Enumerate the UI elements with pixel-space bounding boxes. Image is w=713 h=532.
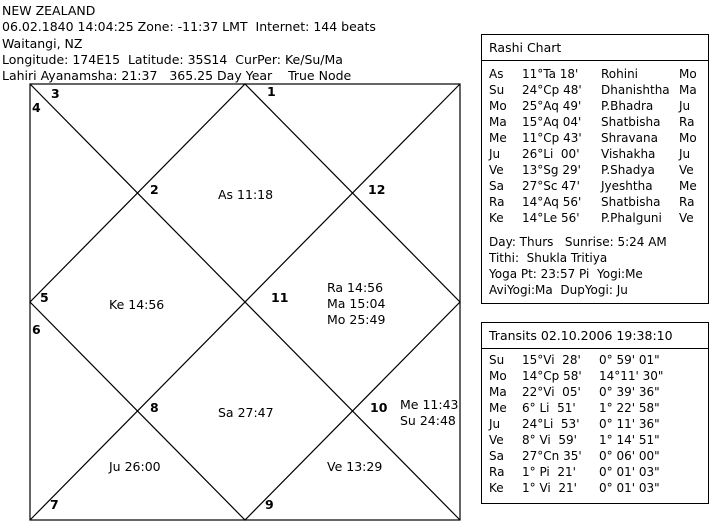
transit-row: Ke 1° Vi 21' 0° 01' 03": [489, 481, 660, 495]
rashi-tithi: Tithi: Shukla Tritiya: [489, 251, 608, 265]
house-4-planet: Ke 14:56: [109, 297, 165, 312]
house-number-9: 9: [265, 497, 274, 512]
house-10-planet-1: Me 11:43: [400, 397, 459, 412]
rashi-yogi: AviYogi:Ma DupYogi: Ju: [489, 283, 628, 297]
header-line-5: Lahiri Ayanamsha: 21:37 365.25 Day Year True Node: [2, 68, 352, 83]
rashi-row: Me 11°Cp 43' Shravana Mo: [489, 131, 697, 145]
house-11-planet-1: Ra 14:56: [327, 280, 384, 295]
house-1-planet: As 11:18: [218, 187, 274, 202]
house-number-4: 4: [32, 100, 41, 115]
house-11-planet-2: Ma 15:04: [327, 296, 386, 311]
transit-row: Su 15°Vi 28' 0° 59' 01": [489, 353, 660, 367]
transits-panel: [481, 322, 709, 504]
rashi-row: Su 24°Cp 48' Dhanishtha Ma: [489, 83, 697, 97]
transit-row: Ra 1° Pi 21' 0° 01' 03": [489, 465, 660, 479]
transit-row: Ju 24°Li 53' 0° 11' 36": [489, 417, 660, 431]
house-10-planet-2: Su 24:48: [400, 413, 456, 428]
house-number-3: 3: [51, 86, 60, 101]
header-line-1: NEW ZEALAND: [2, 3, 96, 18]
rashi-row: Mo 25°Aq 49' P.Bhadra Ju: [489, 99, 691, 113]
rashi-row: Ke 14°Le 56' P.Phalguni Ve: [489, 211, 694, 225]
rashi-row: Sa 27°Sc 47' Jyeshtha Me: [489, 179, 697, 193]
house-6-planet: Ju 26:00: [109, 459, 161, 474]
house-number-1: 1: [267, 84, 276, 99]
header-line-2: 06.02.1840 14:04:25 Zone: -11:37 LMT Internet: 144 beats: [2, 19, 376, 34]
house-number-2: 2: [150, 182, 159, 197]
rashi-day: Day: Thurs Sunrise: 5:24 AM: [489, 235, 667, 249]
header-line-4: Longitude: 174E15 Latitude: 35S14 CurPer: Ke/Su/Ma: [2, 52, 343, 67]
rashi-row: Ra 14°Aq 56' Shatbisha Ra: [489, 195, 695, 209]
house-number-8: 8: [150, 400, 159, 415]
rashi-row: Ma 15°Aq 04' Shatbisha Ra: [489, 115, 695, 129]
rashi-panel: [481, 34, 709, 304]
house-7-planet: Sa 27:47: [218, 405, 274, 420]
rashi-title: Rashi Chart: [489, 40, 562, 55]
header-line-3: Waitangi, NZ: [2, 36, 83, 51]
rashi-row: Ve 13°Sg 29' P.Shadya Ve: [489, 163, 694, 177]
house-number-5: 5: [40, 290, 49, 305]
house-9-planet: Ve 13:29: [327, 459, 383, 474]
house-11-planet-3: Mo 25:49: [327, 312, 386, 327]
house-number-10: 10: [370, 400, 388, 415]
house-number-6: 6: [32, 322, 41, 337]
transit-row: Mo 14°Cp 58' 14°11' 30": [489, 369, 664, 383]
house-number-12: 12: [368, 182, 386, 197]
transits-title: Transits 02.10.2006 19:38:10: [489, 328, 673, 343]
rashi-row: Ju 26°Li 00' Vishakha Ju: [489, 147, 691, 161]
transit-row: Ve 8° Vi 59' 1° 14' 51": [489, 433, 660, 447]
rashi-yoga: Yoga Pt: 23:57 Pi Yogi:Me: [489, 267, 643, 281]
transits-title-divider: [482, 348, 708, 349]
transit-row: Sa 27°Cn 35' 0° 06' 00": [489, 449, 660, 463]
house-number-7: 7: [50, 497, 59, 512]
transit-row: Me 6° Li 51' 1° 22' 58": [489, 401, 660, 415]
transit-row: Ma 22°Vi 05' 0° 39' 36": [489, 385, 660, 399]
rashi-row: As 11°Ta 18' Rohini Mo: [489, 67, 697, 81]
house-number-11: 11: [271, 290, 289, 305]
rashi-title-divider: [482, 60, 708, 61]
